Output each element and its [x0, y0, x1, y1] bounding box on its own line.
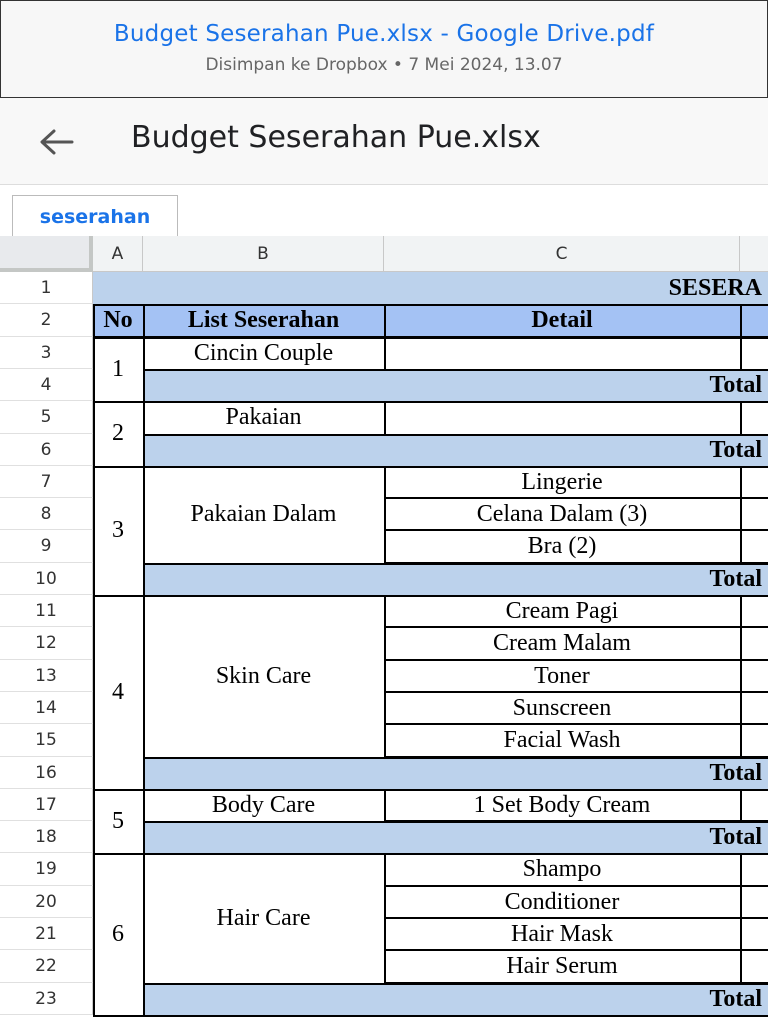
- document-title: Budget Seserahan Pue.xlsx: [131, 120, 541, 155]
- cell-border: [93, 1015, 768, 1017]
- total-label[interactable]: Total: [143, 563, 768, 595]
- sheet-tab-bar: [0, 186, 768, 236]
- cell-border: [93, 595, 768, 597]
- cell-border: [143, 466, 145, 595]
- cell-border: [93, 466, 95, 595]
- cell-border: [93, 595, 95, 789]
- cell-border: [93, 401, 768, 403]
- total-label[interactable]: Total: [143, 983, 768, 1015]
- cell-border: [384, 853, 386, 983]
- row-header[interactable]: 22: [0, 950, 93, 983]
- cell-border: [93, 304, 95, 337]
- pdf-title-bar: [0, 0, 768, 98]
- detail-cell[interactable]: Cream Malam: [493, 630, 631, 656]
- cell-border: [93, 401, 95, 466]
- cell-border: [384, 304, 386, 337]
- row-header[interactable]: 23: [0, 983, 93, 1015]
- column-header-c[interactable]: C: [384, 236, 740, 272]
- cell-border: [93, 853, 768, 855]
- row-header[interactable]: 16: [0, 757, 93, 789]
- row-header[interactable]: 2: [0, 304, 93, 337]
- cell-border: [143, 304, 145, 337]
- detail-cell[interactable]: Celana Dalam (3): [476, 500, 648, 527]
- cell-border: [740, 853, 742, 983]
- header-no[interactable]: No: [93, 304, 143, 337]
- cell-border: [740, 401, 742, 434]
- cell-border: [93, 853, 95, 1015]
- group-number[interactable]: 6: [112, 920, 124, 947]
- cell-border: [93, 337, 95, 401]
- detail-cell[interactable]: Cream Pagi: [505, 597, 619, 624]
- cell-border: [143, 434, 768, 436]
- row-header[interactable]: 21: [0, 918, 93, 950]
- cell-border: [143, 595, 145, 789]
- cell-border: [93, 789, 768, 791]
- list-item[interactable]: Pakaian: [225, 404, 302, 430]
- list-item[interactable]: Cincin Couple: [193, 339, 334, 366]
- cell-border: [93, 466, 768, 468]
- group-number[interactable]: 1: [112, 355, 124, 382]
- header-detail[interactable]: Detail: [384, 304, 740, 337]
- list-item[interactable]: Hair Care: [216, 904, 311, 931]
- row-header[interactable]: 17: [0, 789, 93, 821]
- cell-border: [143, 401, 145, 466]
- row-header[interactable]: 18: [0, 821, 93, 853]
- cell-border: [143, 853, 145, 1015]
- cell-border: [384, 401, 386, 434]
- tab-seserahan[interactable]: seserahan: [12, 195, 178, 236]
- total-label[interactable]: Total: [143, 821, 768, 853]
- row-header[interactable]: 13: [0, 660, 93, 692]
- pdf-filename[interactable]: Budget Seserahan Pue.xlsx - Google Drive.pdf: [113, 21, 655, 47]
- cell-border: [384, 466, 386, 563]
- cell-border: [143, 789, 145, 853]
- row-header[interactable]: 5: [0, 401, 93, 434]
- extra-cell[interactable]: [740, 337, 768, 369]
- group-number[interactable]: 5: [112, 807, 124, 834]
- group-number[interactable]: 3: [112, 517, 124, 543]
- total-label[interactable]: Total: [143, 757, 768, 789]
- detail-cell[interactable]: Sunscreen: [512, 694, 612, 721]
- row-header[interactable]: 1: [0, 272, 93, 304]
- row-header[interactable]: 8: [0, 498, 93, 530]
- row-header[interactable]: 12: [0, 627, 93, 660]
- pdf-save-info: Disimpan ke Dropbox • 7 Mei 2024, 13.07: [205, 55, 563, 75]
- row-header[interactable]: 15: [0, 724, 93, 757]
- row-header[interactable]: 4: [0, 369, 93, 401]
- extra-cell[interactable]: [740, 789, 768, 821]
- column-header-b[interactable]: B: [143, 236, 384, 272]
- detail-cell[interactable]: Shampo: [522, 856, 602, 882]
- cell-border: [143, 563, 768, 565]
- header-list[interactable]: List Seserahan: [143, 304, 384, 337]
- detail-cell[interactable]: Bra (2): [527, 533, 597, 559]
- cell-border: [143, 757, 768, 759]
- total-label[interactable]: Total: [143, 369, 768, 401]
- column-header-a[interactable]: A: [93, 236, 143, 272]
- cell-border: [740, 466, 742, 563]
- detail-cell[interactable]: Toner: [534, 662, 590, 689]
- list-item[interactable]: Body Care: [211, 791, 316, 818]
- cell-border: [384, 337, 386, 369]
- row-header[interactable]: 6: [0, 434, 93, 466]
- cell-border: [384, 595, 386, 757]
- cell-border: [143, 821, 768, 823]
- group-number[interactable]: 4: [112, 678, 124, 705]
- cell-border: [93, 337, 768, 339]
- cell-border: [93, 789, 95, 853]
- app-header: [0, 98, 768, 185]
- cell-border: [143, 369, 768, 371]
- cell-border: [143, 337, 145, 401]
- cell-border: [740, 304, 742, 337]
- detail-cell[interactable]: [384, 401, 740, 434]
- group-number[interactable]: 2: [112, 420, 124, 446]
- row-header[interactable]: 7: [0, 466, 93, 498]
- row-header[interactable]: 9: [0, 530, 93, 563]
- cell-border: [740, 595, 742, 757]
- row-header[interactable]: 20: [0, 886, 93, 918]
- detail-cell[interactable]: Hair Mask: [511, 920, 613, 947]
- row-header[interactable]: 19: [0, 853, 93, 886]
- extra-cell[interactable]: [740, 595, 768, 757]
- sheet-title-cell[interactable]: SESERA: [93, 272, 768, 304]
- list-item[interactable]: Skin Care: [215, 662, 312, 689]
- cell-border: [740, 337, 742, 369]
- detail-cell[interactable]: Lingerie: [521, 468, 603, 495]
- spreadsheet-grid: [0, 236, 768, 1024]
- extra-cell[interactable]: [740, 401, 768, 434]
- row-header[interactable]: 3: [0, 337, 93, 369]
- cell-border: [93, 304, 768, 306]
- detail-cell[interactable]: 1 Set Body Cream: [473, 791, 651, 818]
- extra-cell[interactable]: [740, 853, 768, 983]
- detail-cell[interactable]: Hair Serum: [506, 953, 618, 979]
- detail-cell[interactable]: Conditioner: [504, 888, 620, 915]
- row-header[interactable]: 14: [0, 692, 93, 724]
- column-header-d[interactable]: [740, 236, 768, 272]
- cell-border: [143, 983, 768, 985]
- detail-cell[interactable]: [384, 337, 740, 369]
- cell-border: [740, 789, 742, 821]
- cell-border: [384, 789, 386, 821]
- select-all-corner[interactable]: [0, 236, 93, 272]
- arrow-left-icon[interactable]: [36, 122, 76, 162]
- header-extra[interactable]: [740, 304, 768, 337]
- total-label[interactable]: Total: [143, 434, 768, 466]
- row-header[interactable]: 11: [0, 595, 93, 627]
- list-item[interactable]: Pakaian Dalam: [190, 501, 337, 527]
- detail-cell[interactable]: Facial Wash: [503, 727, 621, 753]
- row-header[interactable]: 10: [0, 563, 93, 595]
- extra-cell[interactable]: [740, 466, 768, 563]
